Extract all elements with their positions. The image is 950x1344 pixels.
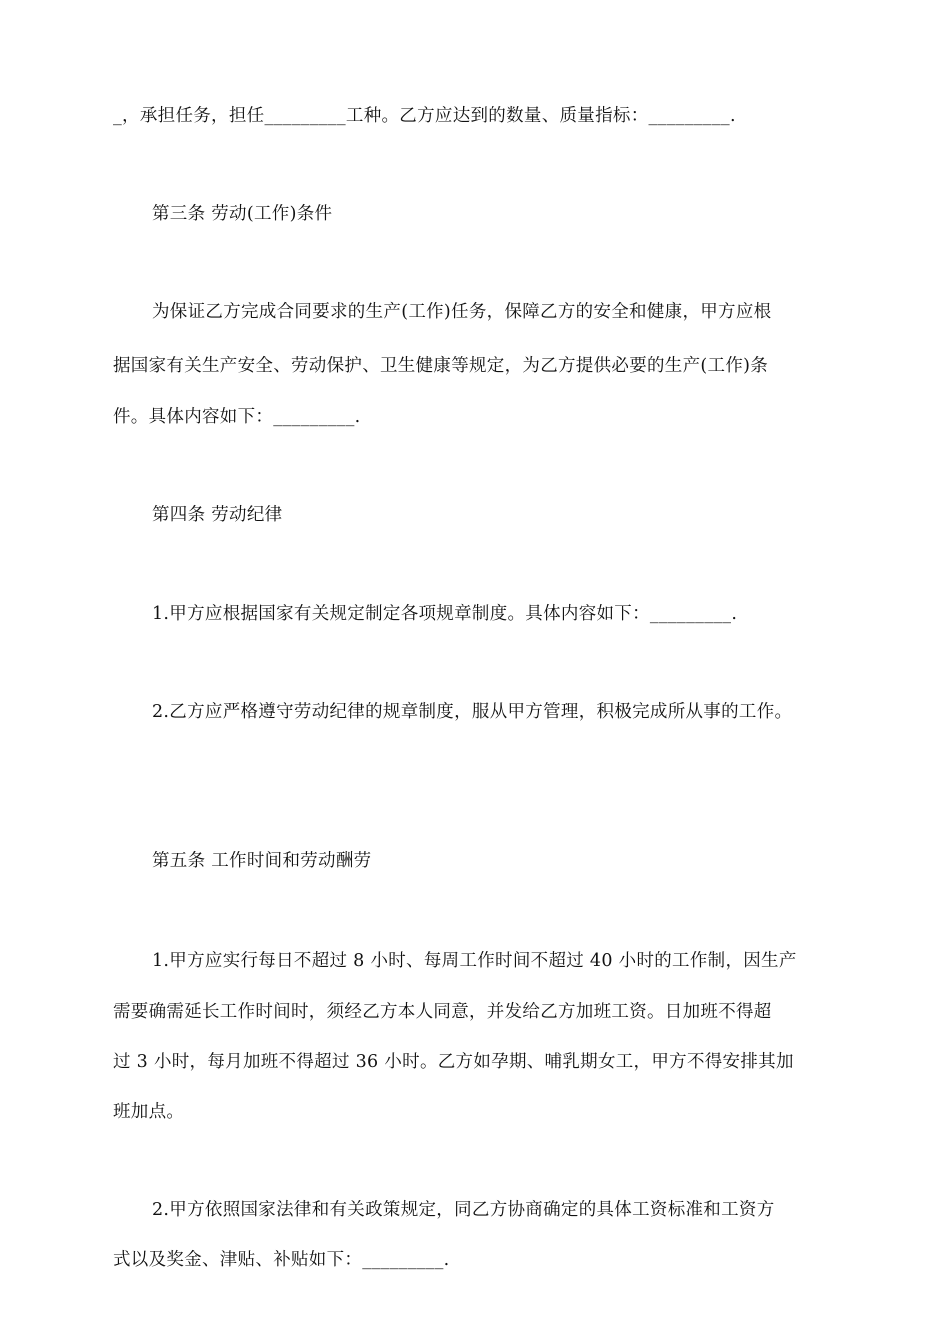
paragraph-line: 据国家有关生产安全、劳动保护、卫生健康等规定，为乙方提供必要的生产(工作)条 <box>113 356 769 376</box>
paragraph-line: 为保证乙方完成合同要求的生产(工作)任务，保障乙方的安全和健康，甲方应根 <box>152 302 772 322</box>
paragraph-line: 2.甲方依照国家法律和有关政策规定，同乙方协商确定的具体工资标准和工资方 <box>152 1200 775 1220</box>
paragraph-line: 1.甲方应实行每日不超过 8 小时、每周工作时间不超过 40 小时的工作制，因生产 <box>152 951 797 971</box>
paragraph-line: 2.乙方应严格遵守劳动纪律的规章制度，服从甲方管理，积极完成所从事的工作。 <box>152 702 793 722</box>
paragraph-line: _，承担任务，担任_________工种。乙方应达到的数量、质量指标：_________. <box>113 106 736 126</box>
article-4-heading: 第四条 劳动纪律 <box>152 505 283 525</box>
paragraph-line: 件。具体内容如下：_________. <box>113 407 361 427</box>
paragraph-line: 式以及奖金、津贴、补贴如下：_________. <box>113 1250 450 1270</box>
article-3-heading: 第三条 劳动(工作)条件 <box>152 204 333 224</box>
paragraph-line: 1.甲方应根据国家有关规定制定各项规章制度。具体内容如下：_________. <box>152 604 738 624</box>
article-5-heading: 第五条 工作时间和劳动酬劳 <box>152 851 372 871</box>
paragraph-line: 过 3 小时，每月加班不得超过 36 小时。乙方如孕期、哺乳期女工，甲方不得安排其加 <box>113 1052 794 1072</box>
paragraph-line: 班加点。 <box>113 1102 185 1122</box>
paragraph-line: 需要确需延长工作时间时，须经乙方本人同意，并发给乙方加班工资。日加班不得超 <box>113 1002 772 1022</box>
